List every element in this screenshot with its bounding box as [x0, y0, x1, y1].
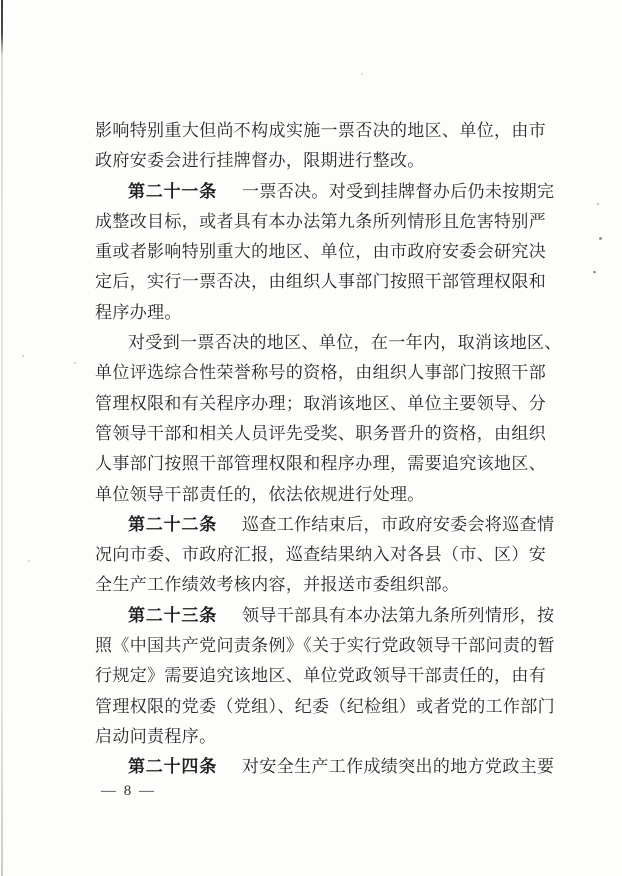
scan-speck — [74, 362, 76, 364]
article-number: 第二十三条 — [128, 605, 217, 625]
text-line — [95, 389, 551, 419]
text-line — [95, 722, 551, 752]
scan-edge-artifact — [1, 0, 3, 876]
line-text: 单位评选综合性荣誉称号的资格，由组织人事部门按照干部 — [95, 363, 547, 383]
text-line — [95, 237, 551, 267]
article-number: 第二十一条 — [128, 181, 217, 201]
scan-speck — [22, 355, 24, 357]
line-text: 管领导干部和相关人员评先受奖、职务晋升的资格，由组织 — [95, 423, 547, 443]
text-line — [95, 449, 551, 479]
text-line — [95, 358, 551, 388]
text-line — [95, 752, 555, 782]
line-text: 对受到一票否决的地区、单位，在一年内，取消该地区、 — [128, 333, 562, 353]
line-text: 人事部门按照干部管理权限和程序办理，需要追究该地区、 — [95, 454, 547, 474]
line-text: 启动问责程序。 — [95, 726, 217, 746]
text-line — [95, 661, 551, 691]
text-line — [95, 146, 551, 176]
scan-speck — [597, 203, 599, 205]
line-text: 影响特别重大但尚不构成实施一票否决的地区、单位，由市 — [95, 121, 547, 140]
text-line — [95, 601, 555, 631]
line-text: 管理权限的党委（党组）、纪委（纪检组）或者党的工作部门 — [95, 696, 555, 716]
scan-speck — [599, 237, 602, 240]
text-line — [95, 480, 551, 510]
line-text: 行规定》需要追究该地区、单位党政领导干部责任的，由有 — [95, 666, 547, 686]
text-line — [95, 510, 555, 540]
line-text: 成整改目标，或者具有本办法第九条所列情形且危害特别严 — [95, 211, 547, 231]
text-line — [95, 419, 551, 449]
line-text: 重或者影响特别重大的地区、单位，由市政府安委会研究决 — [95, 242, 547, 262]
scan-speck — [361, 73, 363, 75]
document-text — [95, 116, 562, 783]
line-text: 一票否决。对受到挂牌督办后仍未按期完 — [242, 181, 555, 201]
line-text: 况向市委、市政府汇报，巡查结果纳入对各县（市、区）安 — [95, 545, 547, 565]
text-line — [95, 570, 551, 600]
line-text: 领导干部具有本办法第九条所列情形，按 — [242, 605, 555, 625]
line-text: 定后，实行一票否决，由组织人事部门按照干部管理权限和 — [95, 272, 547, 292]
line-text: 政府安委会进行挂牌督办，限期进行整改。 — [95, 151, 425, 171]
line-text: 照《中国共产党问责条例》《关于实行党政领导干部问责的暂 — [95, 636, 555, 656]
article-number: 第二十四条 — [128, 757, 217, 777]
line-text: 程序办理。 — [95, 302, 182, 322]
line-text: 全生产工作绩效考核内容，并报送市委组织部。 — [95, 575, 460, 595]
text-line — [95, 692, 555, 722]
scan-speck — [593, 271, 596, 273]
line-text: 对安全生产工作成绩突出的地方党政主要 — [242, 757, 555, 777]
line-text: 单位领导干部责任的，依法依规进行处理。 — [95, 484, 425, 504]
text-line — [95, 207, 551, 237]
text-line — [95, 298, 551, 328]
text-line — [95, 267, 551, 297]
article-number: 第二十二条 — [128, 514, 217, 534]
text-line — [95, 116, 551, 146]
text-line — [95, 540, 551, 570]
line-text: 巡查工作结束后，市政府安委会将巡查情 — [242, 514, 555, 534]
text-line — [95, 328, 562, 358]
text-line — [95, 631, 555, 661]
scan-speck — [106, 637, 108, 639]
scan-speck — [28, 560, 30, 562]
page-number: — 8 — — [101, 783, 156, 799]
text-line — [95, 177, 555, 207]
line-text: 管理权限和有关程序办理；取消该地区、单位主要领导、分 — [95, 393, 547, 413]
